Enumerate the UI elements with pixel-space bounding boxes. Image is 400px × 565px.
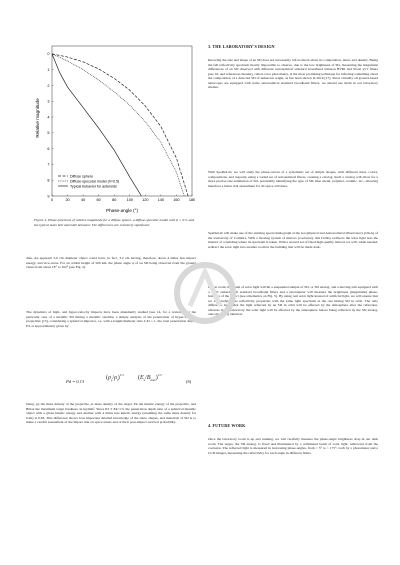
x-tick-label: 100 bbox=[126, 198, 133, 202]
section-title-future: 4. FUTURE WORK bbox=[208, 423, 246, 428]
y-tick-label: 8 bbox=[47, 178, 50, 183]
left-paragraph-2: The dynamics of high- and hyper-velocity impacts have been abundantly studied [see 14, for a review]. For the particular case of a metallic SD hitting a metallic satellite, a simple analysis of the penetration of hyper-velocity projectiles [15], considering a spherical impactor, i.e. with a length/diameter ratio L/D = 1, the total penetration depth, Pd, is approximately given by: bbox=[26, 310, 196, 328]
equation-number: (6) bbox=[186, 379, 192, 384]
y-tick-label: 4 bbox=[47, 115, 50, 120]
x-tick-label: 40 bbox=[80, 198, 86, 202]
y-tick-label: 5 bbox=[47, 131, 50, 136]
y-tick-label: 1 bbox=[47, 67, 50, 72]
x-tick-label: 20 bbox=[65, 198, 70, 202]
right-paragraph-4: In that room, the beam of solar light will hit a suspended sample of SD, or SD analog, and a moving arm equipped with a CCD camera with standard broadband filters and a photometer will measure the brightness (magnitude) phase-function of the object (see schematics on Fig. 5). By using real solar light instead of artificial light, we will ensure that we are studying the reflectivity properties with the same light spectrum as the one hitting SD in orbit. The only difference being that the light reflected by an SD in orbit will be affected by the atmosphere after the reflection, whereas in the laboratory the solar light will be affected by the atmosphere before being reflected by the SD analog, outcome being identical. bbox=[208, 285, 378, 316]
x-tick-label: 120 bbox=[142, 198, 149, 202]
x-tick-label: 160 bbox=[173, 198, 180, 202]
equation-fraction-2: $(E_k/B_{max})^{1/3}$ bbox=[138, 373, 162, 383]
equation-fraction-1: $(\rho_p/\rho_t)^{1/3}$ bbox=[106, 373, 124, 383]
y-tick-label: 0 bbox=[47, 52, 50, 57]
figure-caption: Figure 4. Phase-functions of relative magnitude for a diffuse sphere, a diffuse-specular model with β = 0.5, and the typical main belt asteroids behavior. The differences are extremely significant. bbox=[34, 218, 194, 227]
legend-label-3: Typical behavior for asteroids bbox=[70, 184, 117, 189]
y-tick-label: 7 bbox=[47, 162, 50, 167]
right-paragraph-2: With SpaDeLab, we will study the phase-curves of a systematic set of simple shapes, with different sizes, colors, compositions, and rugosity, using a varied set of astronomical filters, creating a catalog. Such a catalog will allow for a more precise size estimation of SD, potentially identifying the type of SD, like: metal, polymer, ceramic, etc., allowing therefore a better risk assessment for all space activities. bbox=[208, 170, 378, 188]
y-tick-label: 2 bbox=[47, 83, 50, 88]
y-tick-label: 3 bbox=[47, 99, 50, 104]
future-paragraph: Once the laboratory room is up and running, we will carefully measure the phase-angle brightness drop in our dark room. The target, the SD analog, is fixed and illuminated by a collimated beam of solar light, redirected from the coelostat. The reflected light is measured in increasing phase-angles, from ~ 5° to ~ 175°, both by a photometer and a CCD imager, measuring the reflectivity for each angle in different filters. bbox=[208, 437, 378, 455]
left-paragraph-3: being, ρp the mass density of the projectile, ρt mass density of the target, Ek the kinetic energy of the projectile, and Bmax the maximum target hardness, in kg/mm². Since Pd ∝ Ek^1/3, the penetration depth ratio of a spherical metallic object with a given kinetic energy and another with 4 times less kinetic energy (assuming the same mass density for both) is 0.63. This difference shows how important detailed knowledge of the sizes, shapes, and materials of SD is to make a careful assessment of the impact risk on space assets and of their post-impact survival probability. bbox=[26, 402, 196, 424]
legend-label-1: Diffuse sphere bbox=[70, 174, 94, 179]
x-axis-label: Phase-angle (°) bbox=[106, 208, 138, 213]
y-axis-label: Relative magnitude bbox=[35, 98, 40, 138]
right-paragraph-3: SpaDeLab will make use of the existing spectroheliograph at the Geophysical and Astronomical Observatory (OGA) of the University of Coimbra. With a moving system of mirrors (coelostat), this facility redirects the solar light into the interior of a building where its spectrum is taken. With a second set of fixed high-quality mirrors we will, when needed, redirect the solar light into another room in the building that will be made dark. bbox=[208, 231, 378, 249]
y-tick-label: 6 bbox=[47, 146, 50, 151]
x-tick-label: 180 bbox=[188, 198, 196, 202]
legend-label-2: Diffuse-specular model (h=0.5) bbox=[70, 179, 120, 184]
series-line-3 bbox=[52, 54, 141, 196]
section-title-design: 3. THE LABORATORY'S DESIGN bbox=[208, 44, 275, 49]
equation-lhs: Pd = 0.13 bbox=[66, 379, 85, 384]
left-paragraph-1: dius. An apparent 5.0 cm diameter object could have, in fact, 3.2 cm having, therefore, about 4 times less impact energy, and vice-versa. For an orbital height of 500 km, the phase angle φ of an SD being observed from the ground varies from about 18° to 162° (see Fig. 2). bbox=[26, 256, 196, 269]
watermark-logo-icon bbox=[170, 258, 240, 328]
right-paragraph-1: Knowing the size and shape of an SD does not necessarily tell us much about its composition, mass, and density. Being the full reflectivity spectrum mostly impossible to observe, due to the low brightness of SD, measuring the magnitude differences of an SD observed with different astronomical standard broadband Johnson BVRI and Sloan g'r'i' filters [see 16, and references therein], called color photometry, is the most promising technique for inferring something about the composition of a detected SD of unknown origin, as has been shown in 2019 [17]. Since virtually all ground-based telescopes are equipped with some astronomical standard broadband filters, we should use them in our laboratory studies. bbox=[208, 58, 378, 89]
phase-function-chart bbox=[34, 40, 196, 216]
y-tick-label: 9 bbox=[47, 194, 50, 199]
x-tick-label: 60 bbox=[96, 198, 101, 202]
x-tick-label: 140 bbox=[157, 198, 165, 202]
x-tick-label: 0 bbox=[50, 198, 54, 202]
equation-6 bbox=[26, 373, 196, 393]
x-tick-label: 80 bbox=[112, 198, 117, 202]
